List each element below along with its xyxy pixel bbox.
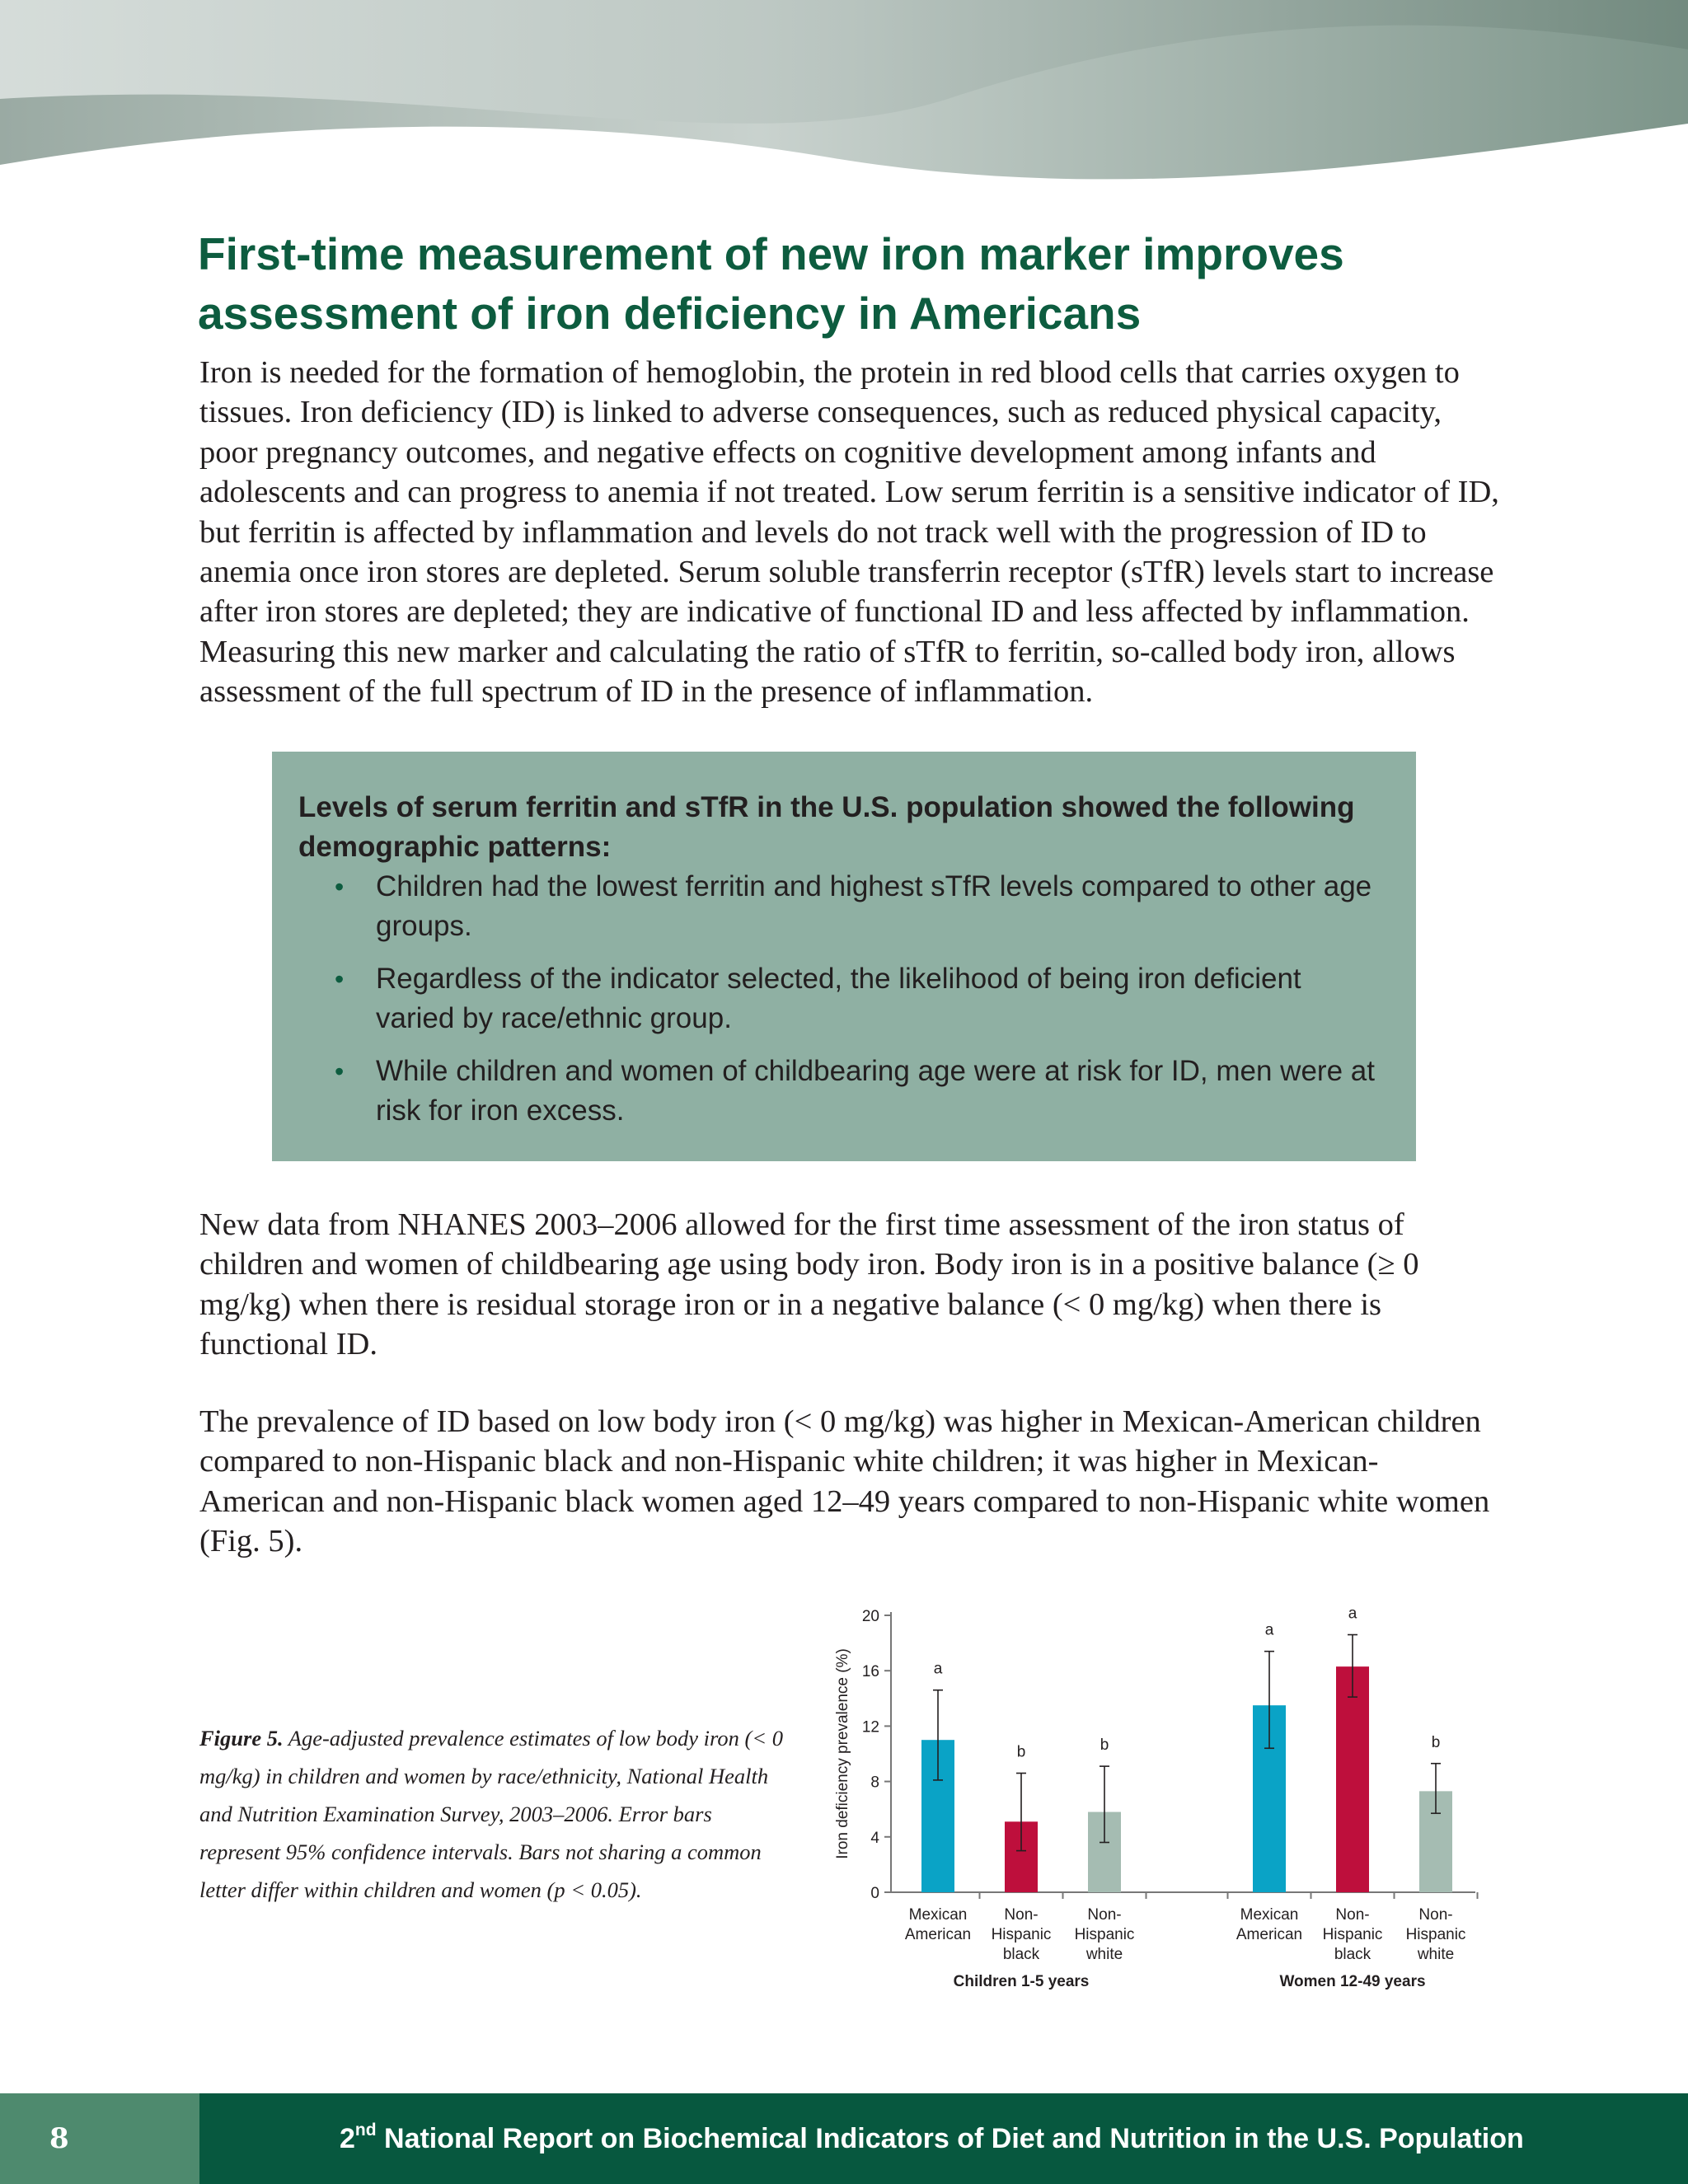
- x-tick-label: American: [1236, 1926, 1303, 1943]
- significance-letter: b: [1016, 1743, 1026, 1761]
- x-tick-label: Non-: [1335, 1906, 1370, 1924]
- page-title: [198, 224, 1517, 343]
- footer-ordinal: 2: [340, 2123, 355, 2154]
- title-line-2: assessment of iron deficiency in Americans: [198, 288, 1142, 339]
- key-findings-title: Levels of serum ferritin and sTfR in the U.S. population showed the following demographic patterns:: [298, 791, 1355, 863]
- figure-caption-text: Age-adjusted prevalence estimates of low body iron (< 0 mg/kg) in children and women by race/ethnicity, National Health and Nutrition Examination Survey, 2003–2006. Error bars represent 95% confidence intervals. Bars not sharing a common letter differ within children and women (p < 0.05).: [199, 1726, 784, 1902]
- significance-letter: b: [1431, 1733, 1441, 1751]
- x-tick-label: Non-: [1418, 1906, 1453, 1924]
- figure-caption: [199, 1719, 793, 1909]
- group-label: Children 1-5 years: [953, 1973, 1090, 1990]
- iron-deficiency-chart: [824, 1591, 1500, 2003]
- bullet-icon: •: [335, 1057, 345, 1086]
- footer-title: [199, 2093, 1688, 2184]
- x-tick-label: Hispanic: [1074, 1926, 1135, 1943]
- list-item-text: Regardless of the indicator selected, the likelihood of being iron deficient varied by race/ethnic group.: [376, 963, 1301, 1034]
- x-tick-label: American: [904, 1926, 972, 1943]
- figure-label: Figure 5.: [199, 1726, 284, 1750]
- x-tick-label: Non-: [1004, 1906, 1039, 1924]
- bullet-icon: •: [335, 964, 345, 994]
- intro-paragraph: Iron is needed for the formation of hemoglobin, the protein in red blood cells that carries oxygen to tissues. Iron deficiency (ID) is linked to adverse consequences, such as reduced physical capacity, poor pregnancy outcomes, and negative effects on cognitive development among infants and adolescents and can progress to anemia if not treated. Low serum ferritin is a sensitive indicator of ID, but ferritin is affected by inflammation and levels do not track well with the progression of ID to anemia once iron stores are depleted. Serum soluble transferrin receptor (sTfR) levels start to increase after iron stores are depleted; they are indicative of functional ID and less affected by inflammation. Measuring this new marker and calculating the ratio of sTfR to ferritin, so-called body iron, allows assessment of the full spectrum of ID in the presence of inflammation.: [199, 355, 1499, 710]
- x-tick-label: Hispanic: [991, 1926, 1052, 1943]
- list-item: [298, 867, 1383, 946]
- footer-title-text: National Report on Biochemical Indicators of Diet and Nutrition in the U.S. Population: [376, 2123, 1524, 2154]
- bullet-icon: •: [335, 872, 345, 902]
- y-tick-label: 16: [861, 1663, 879, 1681]
- list-item-text: While children and women of childbearing age were at risk for ID, men were at risk for iron excess.: [376, 1055, 1375, 1127]
- x-tick-label: Hispanic: [1322, 1926, 1383, 1943]
- significance-letter: b: [1100, 1736, 1109, 1755]
- significance-letter: a: [933, 1660, 943, 1678]
- x-tick-label: Non-: [1087, 1906, 1122, 1924]
- y-tick-label: 4: [870, 1829, 879, 1847]
- list-item: [298, 959, 1383, 1038]
- page-number: 8: [0, 2093, 199, 2184]
- x-tick-label: white: [1417, 1946, 1455, 1963]
- x-tick-label: black: [1334, 1946, 1372, 1963]
- x-tick-label: Mexican: [908, 1906, 968, 1924]
- footer-ordinal-suffix: nd: [354, 2121, 377, 2139]
- significance-letter: a: [1264, 1621, 1274, 1639]
- y-tick-label: 8: [870, 1774, 879, 1792]
- y-tick-label: 12: [861, 1718, 879, 1736]
- prevalence-paragraph: The prevalence of ID based on low body iron (< 0 mg/kg) was higher in Mexican-American children compared to non-Hispanic black and non-Hispanic white children; it was higher in Mexican-American and non-Hispanic black women aged 12–49 years compared to non-Hispanic white women (Fig. 5).: [199, 1404, 1490, 1559]
- y-tick-label: 20: [861, 1608, 879, 1625]
- key-findings-list: [298, 867, 1383, 1131]
- key-findings-box: [272, 752, 1416, 1161]
- nhanes-paragraph: New data from NHANES 2003–2006 allowed for the first time assessment of the iron status of children and women of childbearing age using body iron. Body iron is in a positive balance (≥ 0 mg/kg) when there is residual storage iron or in a negative balance (< 0 mg/kg) when there is functional ID.: [199, 1207, 1419, 1362]
- title-line-1: First-time measurement of new iron marker improves: [198, 228, 1344, 279]
- x-tick-label: white: [1085, 1946, 1123, 1963]
- y-tick-label: 0: [870, 1885, 879, 1902]
- y-axis-label: Iron deficiency prevalence (%): [834, 1648, 851, 1859]
- bar: [1336, 1666, 1369, 1892]
- list-item: [298, 1052, 1383, 1131]
- group-label: Women 12-49 years: [1279, 1973, 1426, 1990]
- x-tick-label: Hispanic: [1405, 1926, 1466, 1943]
- x-tick-label: black: [1002, 1946, 1040, 1963]
- significance-letter: a: [1348, 1605, 1357, 1623]
- x-tick-label: Mexican: [1240, 1906, 1299, 1924]
- list-item-text: Children had the lowest ferritin and highest sTfR levels compared to other age groups.: [376, 870, 1372, 942]
- header-banner: [0, 0, 1688, 198]
